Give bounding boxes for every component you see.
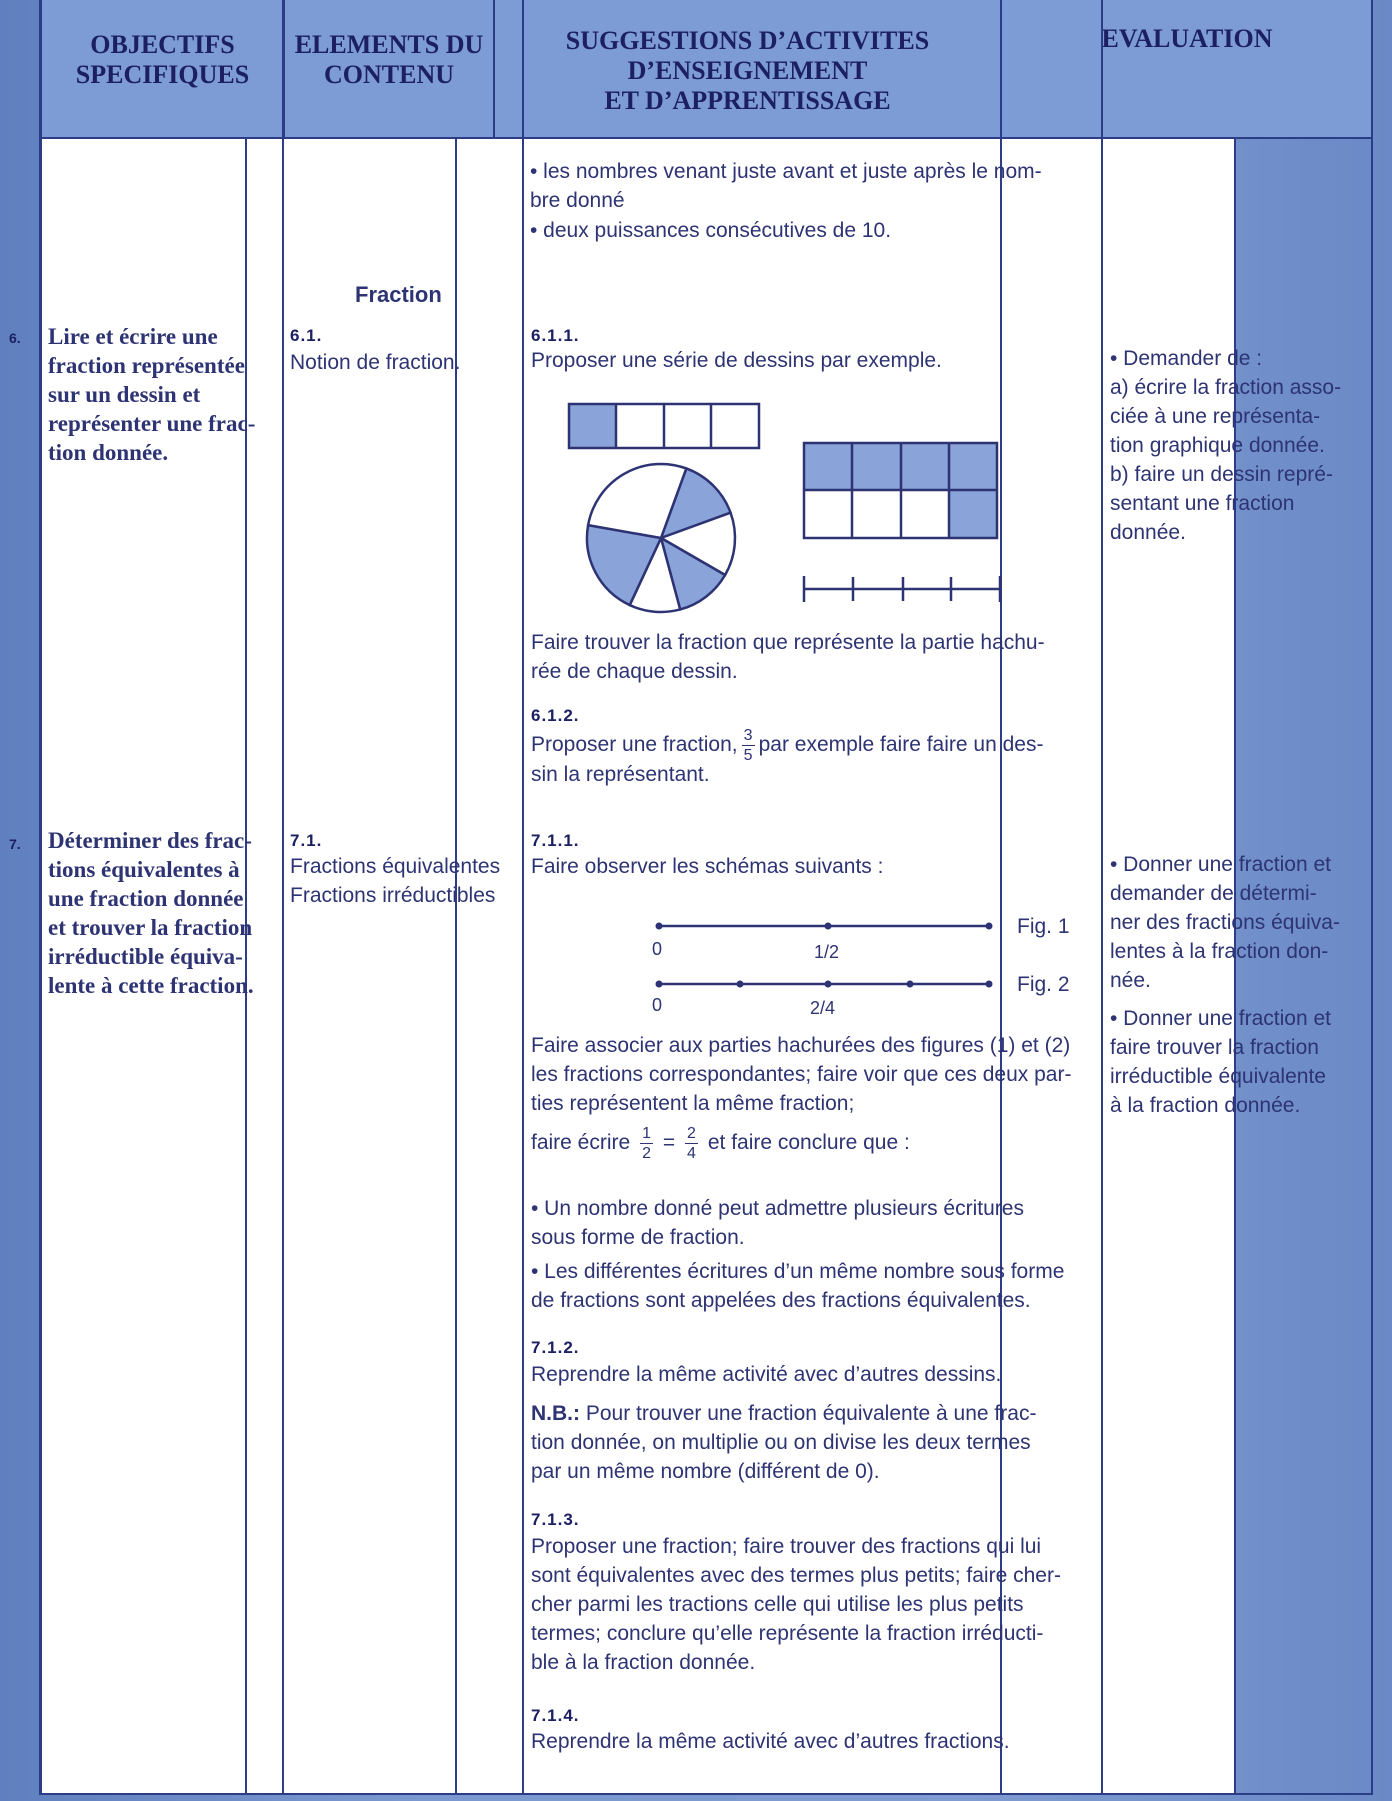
activity-text-7-1-1: Faire observer les schémas suivants :: [531, 855, 884, 878]
activity-code-7-1-2: 7.1.2.: [531, 1338, 580, 1357]
fraction-1-2: $\frac{1}{2}$: [640, 1125, 653, 1162]
evaluation-7-2: • Donner une fraction et faire trouver la fraction irréductible équivalente à la fraction donnée.: [1110, 1007, 1331, 1117]
evaluation-7-1: • Donner une fraction et demander de détermi- ner des fractions équiva- lentes à la fraction don- née.: [1110, 853, 1340, 992]
section-title: Fraction: [355, 282, 442, 307]
top-bullet-1: • les nombres venant juste avant et juste après le nom-: [530, 160, 1042, 183]
fig1-start: 0: [652, 939, 663, 959]
objective-number: 7.: [9, 836, 21, 852]
activity-text-6-1-2-line2: sin la représentant.: [531, 763, 710, 786]
activity-text-7-1-2: Reprendre la même activité avec d’autres dessins.: [531, 1363, 1002, 1386]
fraction-2-4: $\frac{2}{4}$: [685, 1125, 698, 1162]
fig2-mid: 2/4: [810, 998, 836, 1018]
activity-text-7-1-1-after: Faire associer aux parties hachurées des figures (1) et (2) les fractions correspondantes; faire voir que ces deux par- ties représentent la même fraction;: [531, 1034, 1072, 1115]
fig1-label: Fig. 1: [1017, 915, 1070, 938]
fig2-label: Fig. 2: [1017, 973, 1070, 996]
header-suggestions: SUGGESTIONS D’ACTIVITES D’ENSEIGNEMENT ET D’APPRENTISSAGE: [493, 0, 1000, 138]
conclusion-1: • Un nombre donné peut admettre plusieurs écritures sous forme de fraction.: [531, 1197, 1024, 1249]
fig1-mid: 1/2: [814, 942, 840, 962]
objective-6-text: Lire et écrire une fraction représentée sur un dessin et représenter une frac- tion donnée.: [48, 324, 256, 465]
activity-text-7-1-4: Reprendre la même activité avec d’autres fractions.: [531, 1730, 1010, 1753]
content-text-6-1: Notion de fraction.: [290, 351, 461, 374]
activity-text-6-1-1: Proposer une série de dessins par exemple.: [531, 349, 942, 372]
header-objectifs: OBJECTIFS SPECIFIQUES: [40, 0, 283, 138]
top-bullet-1-cont: bre donné: [530, 189, 625, 212]
write-fractions: faire écrire $\frac{1}{2}$ = $\frac{2}{4}$ et faire conclure que :: [531, 1125, 910, 1162]
fig2-start: 0: [652, 995, 663, 1015]
activity-text-7-1-3: Proposer une fraction; faire trouver des fractions qui lui sont équivalentes avec des termes plus petits; faire cher- cher parmi les tractions celle qui utilise les plus petits termes; conclure qu’elle représente la fraction irréducti- ble à la fraction donnée.: [531, 1535, 1061, 1674]
header-evaluation: EVALUATION: [1000, 0, 1372, 138]
objective-7-text: Déterminer des frac- tions équivalentes à une fraction donnée et trouver la fraction irréductible équiva- lente à cette fraction.: [48, 828, 254, 998]
evaluation-6: • Demander de : a) écrire la fraction asso- ciée à une représenta- tion graphique donnée. b) faire un dessin repré- sentant une fraction donnée.: [1110, 347, 1342, 544]
activity-code-7-1-1: 7.1.1.: [531, 831, 580, 850]
objective-number: 6.: [9, 330, 21, 346]
content-text-7-1: Fractions équivalentes Fractions irréductibles: [290, 855, 501, 907]
activity-code-6-1-2: 6.1.2.: [531, 706, 580, 725]
activity-text-6-1-2: Proposer une fraction, $\frac{3}{5}$ par exemple faire faire un des-: [531, 727, 1044, 764]
activity-code-6-1-1: 6.1.1.: [531, 326, 580, 345]
nb-note: N.B.: Pour trouver une fraction équivalente à une frac- tion donnée, on multiplie ou on divise les deux termes par un même nombre (différent de 0).: [531, 1402, 1037, 1483]
activity-code-7-1-3: 7.1.3.: [531, 1510, 580, 1529]
fraction-3-5: $\frac{3}{5}$: [742, 727, 755, 764]
activity-text-6-1-1-after: Faire trouver la fraction que représente la partie hachu- rée de chaque dessin.: [531, 631, 1045, 683]
header-elements: ELEMENTS DU CONTENU: [283, 0, 493, 138]
activity-code-7-1-4: 7.1.4.: [531, 1706, 580, 1725]
conclusion-2: • Les différentes écritures d’un même nombre sous forme de fractions sont appelées des fractions équivalentes.: [531, 1260, 1065, 1312]
top-bullet-2: • deux puissances consécutives de 10.: [530, 219, 892, 242]
content-code-6-1: 6.1.: [290, 326, 323, 345]
content-code-7-1: 7.1.: [290, 831, 323, 850]
